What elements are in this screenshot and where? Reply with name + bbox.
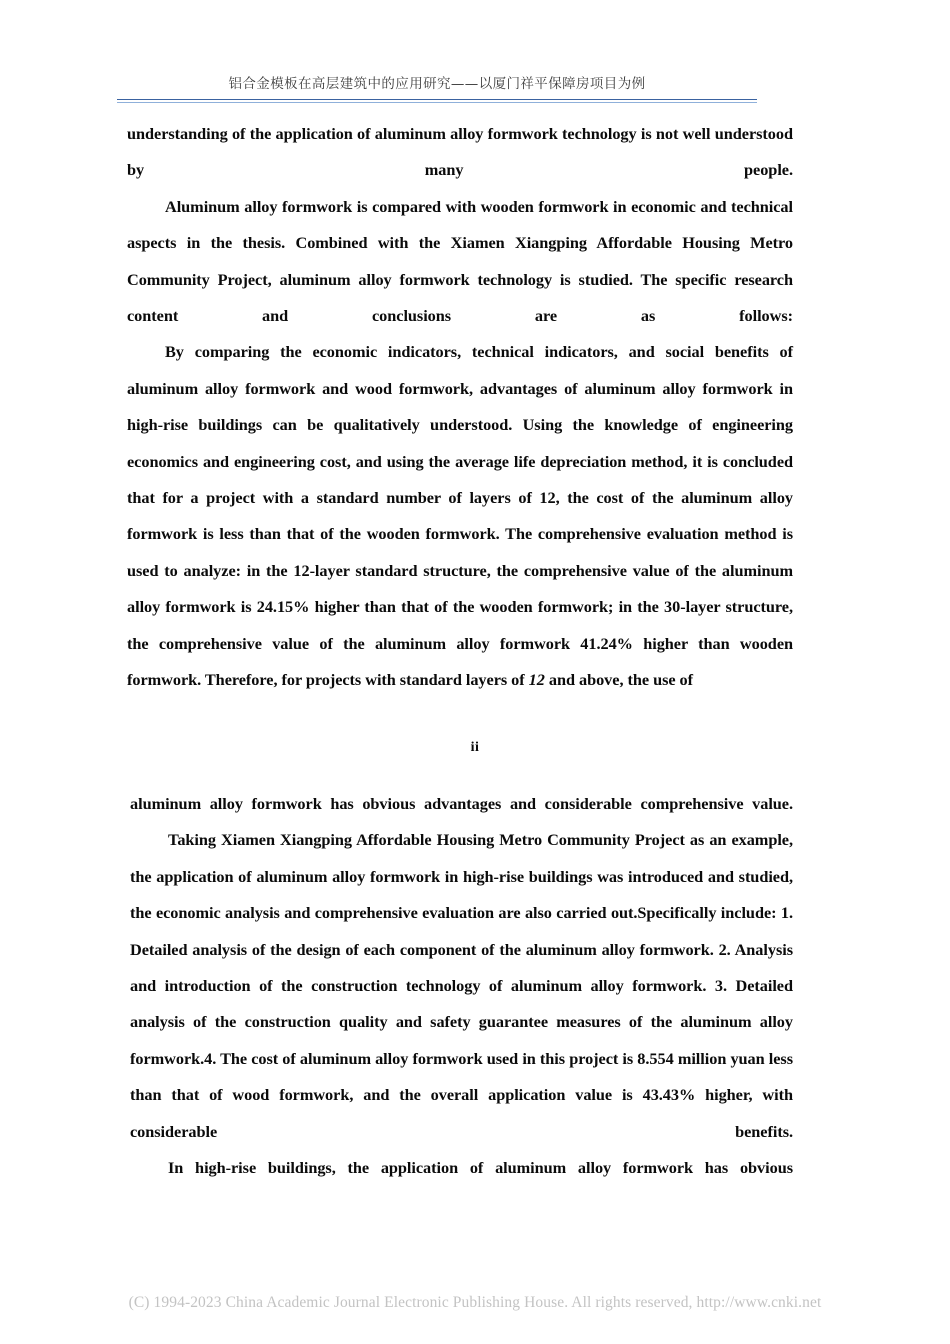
page-header — [117, 74, 757, 94]
paragraph-findings — [127, 334, 793, 698]
page-footer — [0, 1294, 950, 1312]
running-header-title: 铝合金模板在高层建筑中的应用研究——以厦门祥平保障房项目为例 — [228, 76, 646, 92]
paragraph-comparison-intro: Aluminum alloy formwork is compared with wooden formwork in economic and technical aspects in the thesis. Combined with the Xiamen Xiangping Affordable Housing Metro Community Project, aluminum alloy formwork technology is studied. The specific research content and conclusions are as follows: — [127, 196, 793, 326]
page-number-marker: ii — [470, 740, 480, 755]
paragraph-closing: In high-rise buildings, the application of aluminum alloy formwork has obvious — [168, 1158, 793, 1178]
copyright-watermark: (C) 1994-2023 China Academic Journal Electronic Publishing House. All rights reserved, http://www.cnki.net — [128, 1294, 822, 1311]
paragraph-continuation: understanding of the application of aluminum alloy formwork technology is not well understood by many people. — [127, 124, 793, 180]
paragraph-value-conclusion: aluminum alloy formwork has obvious advantages and considerable comprehensive value. — [130, 794, 793, 813]
paragraph-case-study: Taking Xiamen Xiangping Affordable Housing Metro Community Project as an example, the application of aluminum alloy formwork in high-rise buildings was introduced and studied, the economic analysis and comprehensive evaluation are also carried out.Specifically include: 1. Detailed analysis of the design of each component of the aluminum alloy formwork. 2. Analysis and introduction of the construction technology of aluminum alloy formwork. 3. Detailed analysis of the construction quality and safety guarantee measures of the aluminum alloy formwork.4. The cost of aluminum alloy formwork used in this project is 8.554 million yuan less than that of wood formwork, and the overall application value is 43.43% higher, with considerable benefits. — [130, 830, 793, 1141]
paragraph-findings-text-a: By comparing the economic indicators, technical indicators, and social benefits of aluminum alloy formwork and wood formwork, advantages of aluminum alloy formwork in high-rise buildings can be qualitatively understood. Using the knowledge of engineering economics and engineering cost, and using the average life depreciation method, it is concluded that for a project with a standard number of layers of 12, the cost of the aluminum alloy formwork is less than that of the wooden formwork. The comprehensive evaluation method is used to analyze: in the 12-layer standard structure, the comprehensive value of the aluminum alloy formwork is 24.15% higher than that of the wooden formwork; in the 30-layer structure, the comprehensive value of the aluminum alloy formwork 41.24% higher than wooden formwork. Therefore, for projects with standard layers of — [127, 342, 793, 690]
paragraph-findings-text-b: and above, the use of — [544, 670, 694, 690]
header-divider-rule — [117, 99, 757, 103]
standard-layers-value: 12 — [528, 670, 545, 690]
body-text-upper — [127, 116, 793, 699]
body-text-lower — [130, 786, 793, 1186]
